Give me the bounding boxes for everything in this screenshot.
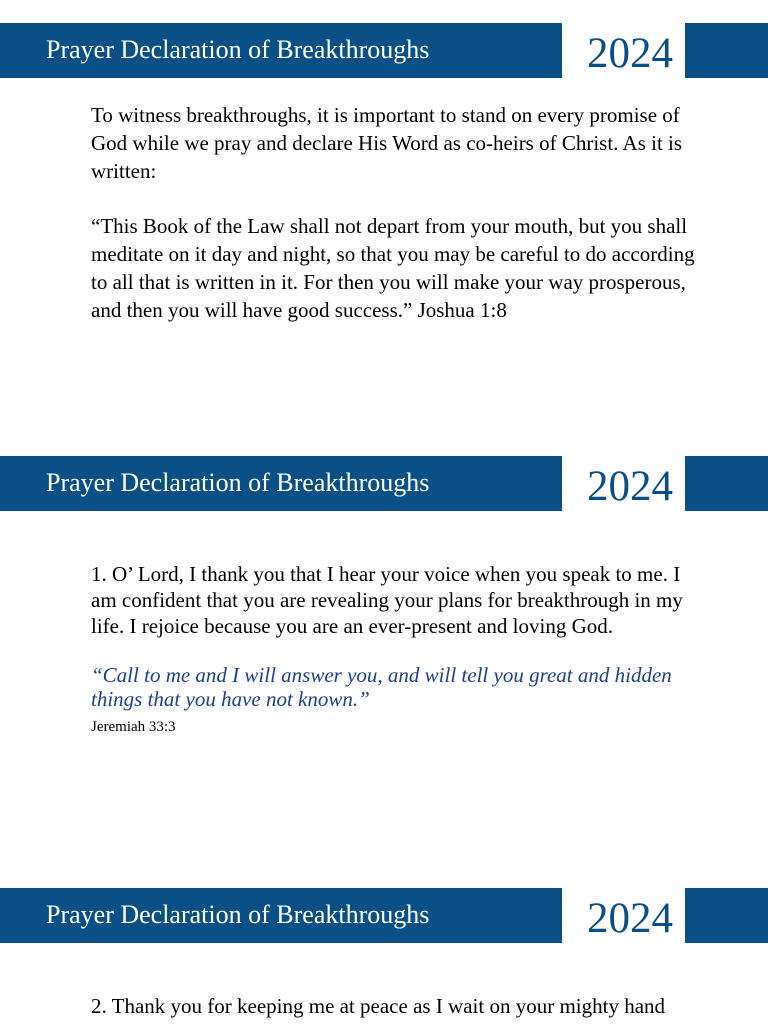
- header-bar: [0, 23, 562, 78]
- intro-paragraph: To witness breakthroughs, it is important to stand on every promise of God while we pray and declare His Word as co-heirs of Christ. As it is written:: [91, 103, 683, 183]
- prayer-paragraph: 2. Thank you for keeping me at peace as I wait on your mighty hand: [91, 994, 666, 1018]
- header-bar: [0, 888, 562, 943]
- header-year: 2024: [587, 30, 673, 77]
- header-bar: [0, 456, 562, 511]
- header-title: Prayer Declaration of Breakthroughs: [46, 900, 430, 929]
- header-end-block: [685, 888, 768, 943]
- scripture-reference: Jeremiah 33:3: [91, 719, 176, 735]
- section-header: [0, 23, 768, 78]
- header-end-block: [685, 456, 768, 511]
- header-title: Prayer Declaration of Breakthroughs: [46, 35, 430, 64]
- scripture-paragraph: “This Book of the Law shall not depart from your mouth, but you shall meditate on it day and night, so that you may be careful to do according to all that is written in it. For then you will make your way prosperous, and then you will have good success.” Joshua 1:8: [91, 214, 695, 322]
- header-year: 2024: [587, 895, 673, 942]
- header-end-block: [685, 23, 768, 78]
- header-year: 2024: [587, 463, 673, 510]
- section-header: [0, 456, 768, 511]
- header-title: Prayer Declaration of Breakthroughs: [46, 468, 430, 497]
- prayer-paragraph: 1. O’ Lord, I thank you that I hear your voice when you speak to me. I am confident that you are revealing your plans for breakthrough in my life. I rejoice because you are an ever-present and loving God.: [91, 562, 683, 638]
- scripture-quote: “Call to me and I will answer you, and will tell you great and hidden things that you have not known.”: [91, 663, 672, 711]
- section-header: [0, 888, 768, 943]
